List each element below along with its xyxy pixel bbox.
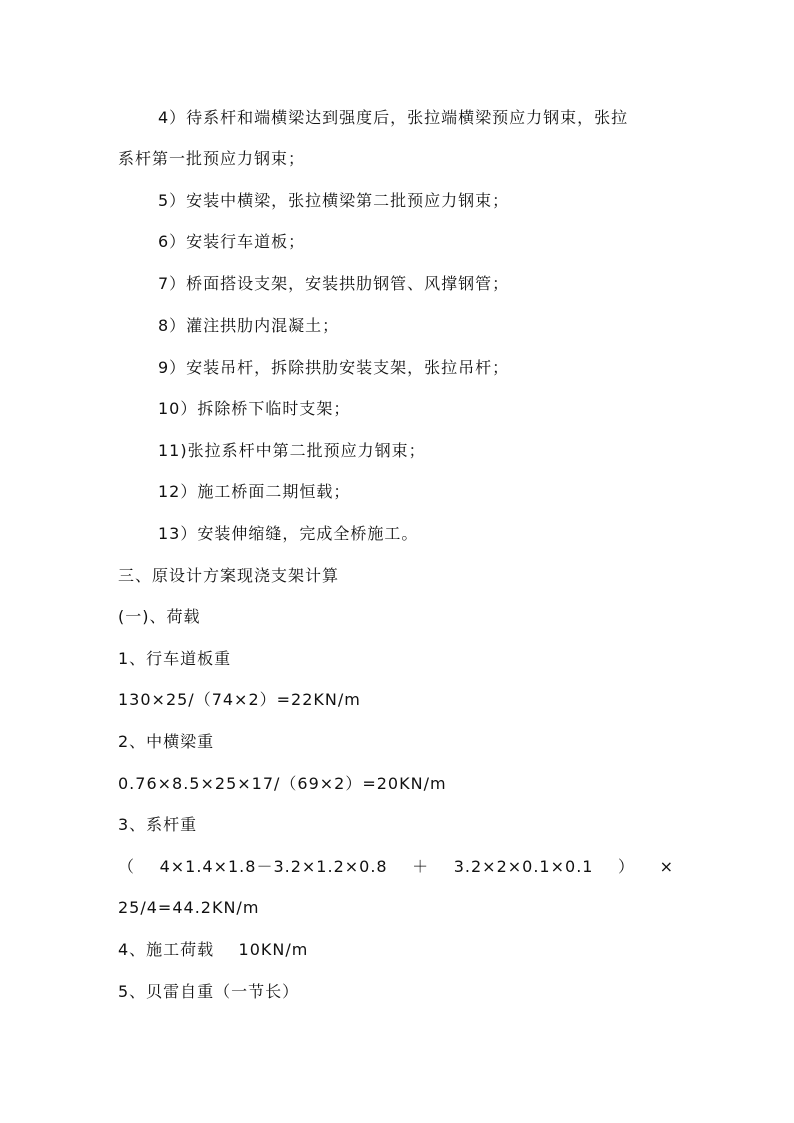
- step-13: 13）安装伸缩缝，完成全桥施工。: [158, 524, 419, 543]
- step-6: 6）安装行车道板；: [158, 232, 306, 251]
- load-3-title: 3、系杆重: [118, 815, 198, 834]
- load-2-title: 2、中横梁重: [118, 732, 215, 751]
- load-3-formula-line-2: 25/4=44.2KN/m: [118, 898, 260, 917]
- step-7: 7）桥面搭设支架，安装拱肋钢管、风撑钢管；: [158, 274, 510, 293]
- step-4-line-2: 系杆第一批预应力钢束；: [118, 149, 306, 168]
- step-5: 5）安装中横梁，张拉横梁第二批预应力钢束；: [158, 191, 510, 210]
- step-9: 9）安装吊杆，拆除拱肋安装支架，张拉吊杆；: [158, 358, 510, 377]
- step-12: 12）施工桥面二期恒载；: [158, 482, 351, 501]
- step-8: 8）灌注拱肋内混凝土；: [158, 316, 340, 335]
- subsection-load-heading: (一)、荷载: [118, 607, 201, 626]
- load-3-formula-line-1: （4×1.4×1.8－3.2×1.2×0.8＋3.2×2×0.1×0.1）×: [118, 857, 674, 876]
- load-1-title: 1、行车道板重: [118, 649, 232, 668]
- step-11: 11)张拉系杆中第二批预应力钢束；: [158, 441, 426, 460]
- load-1-formula: 130×25/（74×2）=22KN/m: [118, 690, 361, 709]
- section-3-heading: 三、原设计方案现浇支架计算: [118, 566, 340, 585]
- load-4-title: 4、施工荷载 10KN/m: [118, 940, 309, 959]
- load-2-formula: 0.76×8.5×25×17/（69×2）=20KN/m: [118, 774, 447, 793]
- step-4-line-1: 4）待系杆和端横梁达到强度后，张拉端横梁预应力钢束，张拉: [158, 108, 629, 127]
- load-5-title: 5、贝雷自重（一节长）: [118, 982, 300, 1001]
- step-10: 10）拆除桥下临时支架；: [158, 399, 351, 418]
